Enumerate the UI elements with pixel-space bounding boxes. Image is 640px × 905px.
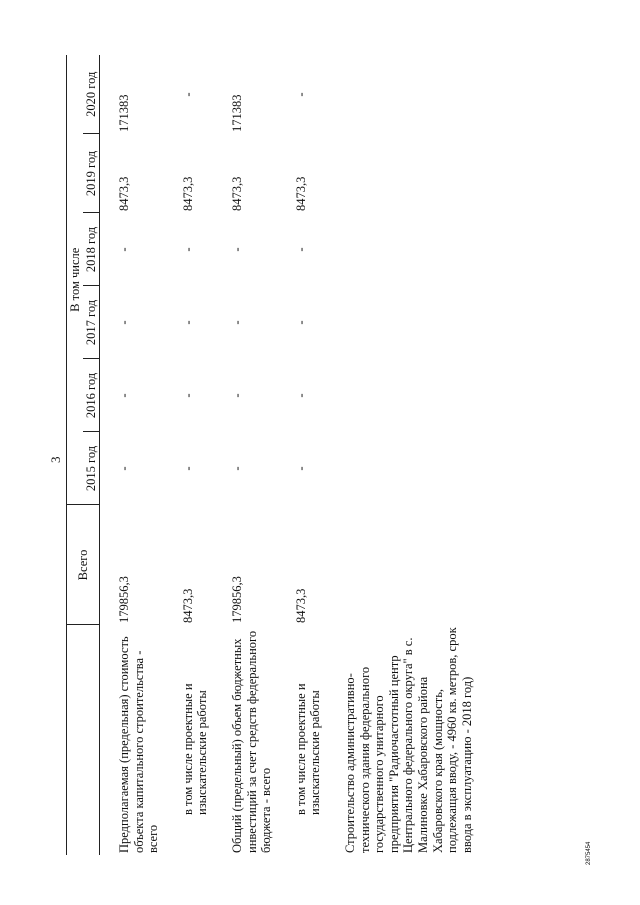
row-value: 171383 xyxy=(229,94,244,132)
row-value: - xyxy=(229,466,244,471)
year-header: 2017 год xyxy=(83,286,100,359)
row-value: - xyxy=(229,393,244,398)
row-value: - xyxy=(293,247,308,252)
row-value: - xyxy=(117,247,131,252)
page-number: 3 xyxy=(48,456,63,463)
table-row xyxy=(227,55,277,855)
group-header: В том числе xyxy=(67,55,84,505)
year-header: 2019 год xyxy=(83,134,100,213)
row-value: - xyxy=(293,320,308,325)
row-value: - xyxy=(293,393,308,398)
object-description: Строительство административно-технического здания федерального государственного унитарного предприятия "Радиочастотный центр Центрального федерального округа" в с. Малиновке Хабаровского района Хабаровского края (мощность, подлежащая вводу, - 4960 кв. метров, срок ввода в эксплуатацию - 2018 год) xyxy=(342,627,474,853)
document-code: 2875454 xyxy=(586,841,592,865)
row-total: 179856,3 xyxy=(229,576,244,623)
year-header: 2020 год xyxy=(83,55,100,134)
row-total: 8473,3 xyxy=(293,588,308,623)
row-value: - xyxy=(229,247,244,252)
table-row xyxy=(114,55,164,855)
row-value: 171383 xyxy=(117,94,131,132)
row-value: - xyxy=(293,92,308,97)
row-label: Предполагаемая (предельная) стоимость объекта капитального строительства - всего xyxy=(117,636,161,853)
row-value: - xyxy=(117,393,131,398)
year-header: 2015 год xyxy=(83,432,100,505)
row-value: - xyxy=(180,247,195,252)
row-value: - xyxy=(293,466,308,471)
row-value: - xyxy=(180,320,195,325)
row-value: 8473,3 xyxy=(229,176,244,211)
row-value: 8473,3 xyxy=(180,176,195,211)
row-value: - xyxy=(180,466,195,471)
table-header-row xyxy=(67,55,84,855)
row-value: - xyxy=(180,92,195,97)
row-total: 179856,3 xyxy=(117,576,131,623)
year-header: 2016 год xyxy=(83,359,100,432)
total-column-header: Всего xyxy=(67,505,100,625)
table-row xyxy=(340,55,477,855)
row-value: - xyxy=(117,320,131,325)
table-row xyxy=(178,55,213,855)
year-header: 2018 год xyxy=(83,213,100,286)
row-value: - xyxy=(180,393,195,398)
table-row xyxy=(291,55,326,855)
row-value: 8473,3 xyxy=(293,176,308,211)
row-value: 8473,3 xyxy=(117,176,131,211)
label-column-header xyxy=(67,625,100,855)
row-value: - xyxy=(117,466,131,471)
row-label: в том числе проектные и изыскательские работы xyxy=(180,683,210,815)
row-label: Общий (предельный) объем бюджетных инвестиций за счет средств федерального бюджета - всего xyxy=(229,630,274,853)
row-label: в том числе проектные и изыскательские работы xyxy=(293,683,323,815)
budget-table xyxy=(66,55,477,855)
row-total: 8473,3 xyxy=(180,588,195,623)
row-value: - xyxy=(229,320,244,325)
rotated-page xyxy=(48,55,598,865)
